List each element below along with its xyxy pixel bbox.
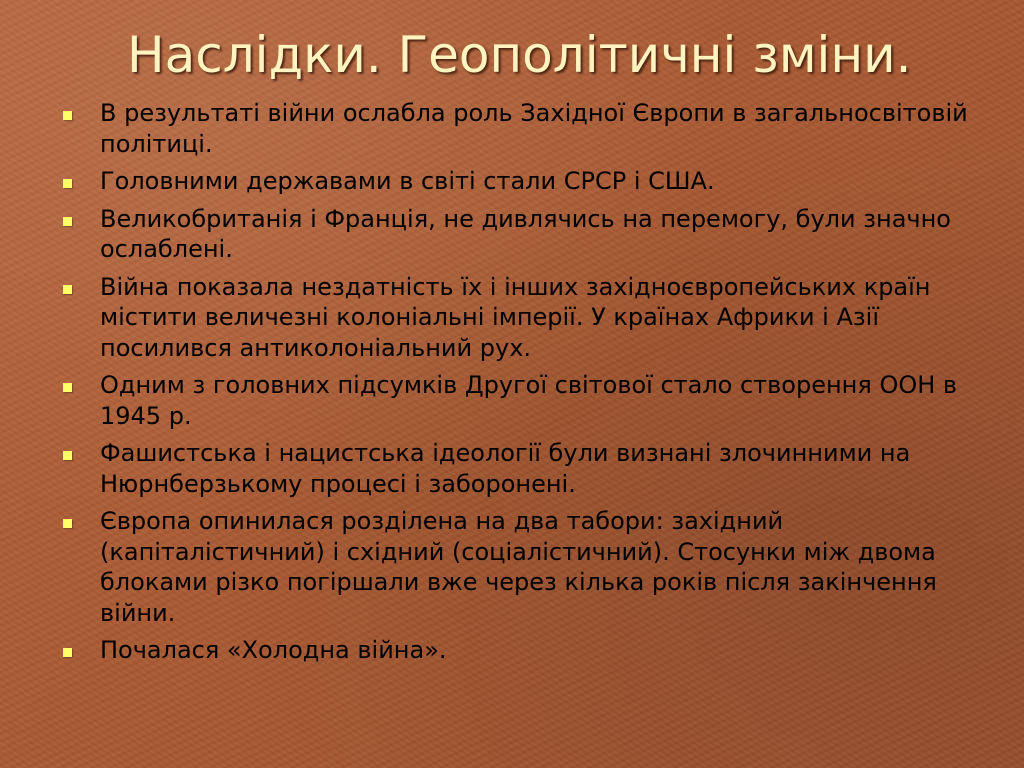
bullet-item (62, 166, 982, 197)
square-bullet-icon (63, 383, 72, 392)
bullet-text: Європа опинилася розділена на два табори: західний (капіталістичний) і східний (соціалістичний). Стосунки між двома блоками різко погіршали вже через кілька років після закінчення війни. (100, 507, 937, 627)
bullet-item (62, 506, 982, 628)
slide-title: Наслідки. Геополітичні зміни. (127, 26, 912, 84)
square-bullet-icon (63, 451, 72, 460)
bullet-text: Одним з головних підсумків Другої світової стало створення ООН в 1945 р. (100, 371, 958, 430)
bullet-text: В результаті війни ослабла роль Західної Європи в загальносвітовій політиці. (100, 99, 968, 158)
bullet-item (62, 204, 982, 265)
bullet-item (62, 635, 982, 666)
bullet-text: Головними державами в світі стали СРСР і США. (100, 167, 715, 195)
square-bullet-icon (63, 519, 72, 528)
bullet-text: Почалася «Холодна війна». (100, 636, 447, 664)
bullet-text: Фашистська і нацистська ідеології були визнані злочинними на Нюрнберзькому процесі і заборонені. (100, 439, 911, 498)
square-bullet-icon (63, 111, 72, 120)
bullet-item (62, 438, 982, 499)
square-bullet-icon (63, 217, 72, 226)
bullet-text: Великобританія і Франція, не дивлячись на перемогу, були значно ослаблені. (100, 204, 951, 263)
bullet-list (62, 98, 982, 673)
bullet-text: Війна показала нездатність їх і інших західноєвропейських країн містити величезні колоніальні імперії. У країнах Африки і Азії посилився антиколоніальний рух. (100, 272, 931, 362)
bullet-item (62, 98, 982, 159)
square-bullet-icon (63, 648, 72, 657)
bullet-item (62, 370, 982, 431)
square-bullet-icon (63, 285, 72, 294)
bullet-item (62, 272, 982, 364)
square-bullet-icon (63, 179, 72, 188)
